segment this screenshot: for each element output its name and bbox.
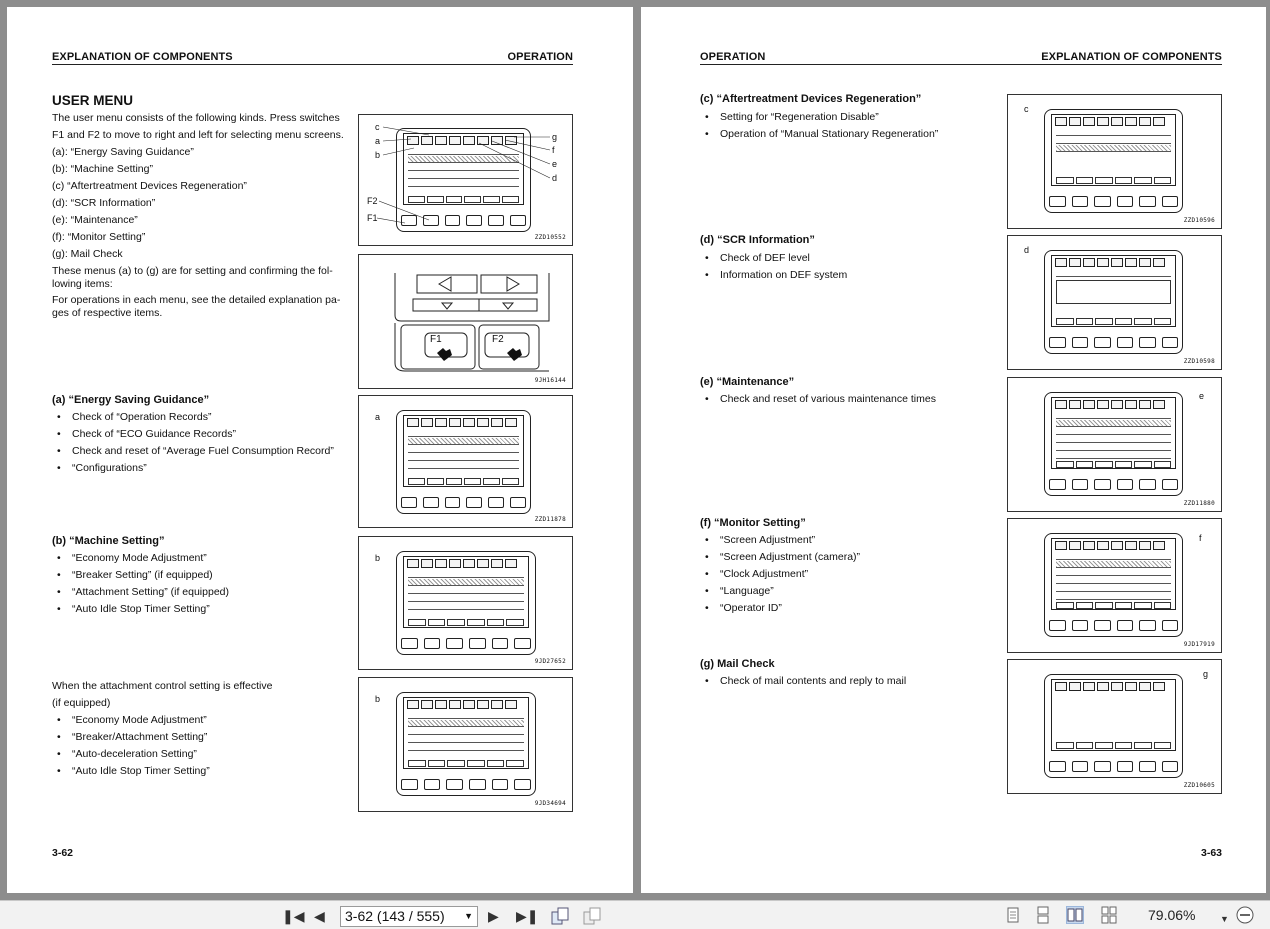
section-b-title: (b) “Machine Setting” — [52, 535, 165, 547]
callout-a: a — [375, 412, 381, 422]
figure-scr-information — [1007, 235, 1222, 370]
page-3-62 — [7, 7, 633, 893]
two-page-continuous-icon[interactable] — [1100, 906, 1118, 924]
header-right: EXPLANATION OF COMPONENTS — [1041, 51, 1222, 63]
callout-b: b — [375, 150, 381, 160]
page-title: USER MENU — [52, 93, 134, 108]
viewer-toolbar — [0, 900, 1270, 929]
monitor-illustration — [1044, 392, 1183, 496]
figure-machine-setting-attachment — [358, 677, 573, 812]
callout-f: f — [552, 145, 555, 155]
page-number-field[interactable]: 3-62 (143 / 555) ▼ — [340, 906, 478, 927]
header-left: OPERATION — [700, 51, 766, 63]
section-a-title: (a) “Energy Saving Guidance” — [52, 394, 210, 406]
monitor-illustration — [396, 551, 536, 655]
section-b-list: • “Economy Mode Adjustment” • “Breaker Setting” (if equipped) • “Attachment Setting” (if equipped) • “Auto Idle Stop Timer Setting” — [52, 550, 352, 618]
chevron-down-icon[interactable]: ▼ — [464, 911, 473, 921]
next-page-icon[interactable]: ▶ — [488, 908, 499, 924]
figure-code: 9JH16144 — [534, 377, 566, 384]
figure-monitor-setting — [1007, 518, 1222, 653]
header-rule — [52, 64, 573, 65]
figure-aftertreatment — [1007, 94, 1222, 229]
figure-code: ZZD10596 — [1183, 217, 1215, 224]
figure-code: ZZD10605 — [1183, 782, 1215, 789]
callout-b: b — [375, 553, 381, 563]
f1-key-label: F1 — [430, 334, 442, 345]
figure-machine-setting — [358, 536, 573, 670]
monitor-illustration — [1044, 109, 1183, 213]
section-d-list: • Check of DEF level • Information on DEF system — [700, 250, 1000, 284]
page-number: 3-63 — [1200, 847, 1222, 859]
two-page-view-icon[interactable] — [1066, 906, 1084, 924]
page-number: 3-62 — [52, 847, 74, 859]
page-3-63 — [641, 7, 1266, 893]
figure-code: 9JD27652 — [534, 658, 566, 665]
continuous-view-icon[interactable] — [1034, 906, 1052, 924]
header-left: EXPLANATION OF COMPONENTS — [52, 51, 233, 63]
intro-text: The user menu consists of the following kinds. Press switches F1 and F2 to move to right and left for selecting menu screens. (a): “Energy Saving Guidance” (b): “Machine Setting” (c) “Aftertreatment Devices Regeneration” (d): “SCR Information” (e): “Maintenance” (f): “Monitor Setting” (g): Mail Check These menus (a) to (g) are for setting and confirming the fol- lowing items: For operations in each menu, see the detailed explanation pa- ges of respective items. — [52, 112, 344, 319]
callout-g: g — [1203, 669, 1209, 679]
monitor-illustration — [1044, 250, 1183, 354]
figure-f1-f2-keys — [358, 254, 573, 389]
section-g-list: • Check of mail contents and reply to mail — [700, 673, 1000, 690]
monitor-illustration — [1044, 674, 1183, 778]
monitor-illustration — [396, 692, 536, 796]
callout-f: f — [1199, 533, 1202, 543]
figure-code: 9JD17919 — [1183, 641, 1215, 648]
monitor-illustration — [1044, 533, 1183, 637]
figure-code: ZZD10598 — [1183, 358, 1215, 365]
callout-d: d — [552, 173, 558, 183]
section-g-title: (g) Mail Check — [700, 658, 775, 670]
keypad-illustration — [359, 255, 574, 390]
previous-page-icon[interactable]: ◀ — [314, 908, 325, 924]
rotate-icon[interactable] — [550, 907, 570, 929]
figure-energy-saving — [358, 395, 573, 528]
single-page-view-icon[interactable] — [1004, 906, 1022, 924]
f2-key-label: F2 — [492, 334, 504, 345]
zoom-level[interactable]: 79.06% — [1148, 907, 1196, 923]
section-c-list: • Setting for “Regeneration Disable” • Operation of “Manual Stationary Regeneration” — [700, 109, 1000, 143]
callout-c: c — [1024, 104, 1029, 114]
zoom-out-icon[interactable] — [1235, 905, 1255, 929]
figure-code: ZZD10552 — [534, 234, 566, 241]
figure-code: ZZD11878 — [534, 516, 566, 523]
figure-code: 9JD34694 — [534, 800, 566, 807]
monitor-illustration — [396, 410, 531, 514]
section-d-title: (d) “SCR Information” — [700, 234, 815, 246]
section-c-title: (c) “Aftertreatment Devices Regeneration” — [700, 93, 922, 105]
header-right: OPERATION — [507, 51, 573, 63]
section-f-title: (f) “Monitor Setting” — [700, 517, 806, 529]
callout-leader-lines — [359, 115, 574, 247]
callout-e: e — [552, 159, 558, 169]
figure-mail-check — [1007, 659, 1222, 794]
callout-c: c — [375, 122, 380, 132]
section-b2-text: When the attachment control setting is effective (if equipped) — [52, 680, 273, 709]
callout-e: e — [1199, 391, 1205, 401]
figure-maintenance — [1007, 377, 1222, 512]
callout-b: b — [375, 694, 381, 704]
section-b2-list: • “Economy Mode Adjustment” • “Breaker/Attachment Setting” • “Auto-deceleration Setting” • “Auto Idle Stop Timer Setting” — [52, 712, 352, 780]
callout-f2: F2 — [367, 196, 378, 206]
last-page-icon[interactable]: ▶❚ — [516, 908, 539, 924]
figure-code: ZZD11880 — [1183, 500, 1215, 507]
callout-f1: F1 — [367, 213, 378, 223]
section-e-title: (e) “Maintenance” — [700, 376, 795, 388]
section-e-list: • Check and reset of various maintenance times — [700, 391, 1000, 408]
callout-g: g — [552, 132, 558, 142]
zoom-dropdown-icon[interactable]: ▼ — [1220, 914, 1229, 924]
callout-a: a — [375, 136, 381, 146]
section-a-list: • Check of “Operation Records” • Check of “ECO Guidance Records” • Check and reset of “Average Fuel Consumption Record” • “Configurations” — [52, 409, 352, 477]
section-f-list: • “Screen Adjustment” • “Screen Adjustment (camera)” • “Clock Adjustment” • “Language” • “Operator ID” — [700, 532, 1000, 617]
header-rule — [700, 64, 1222, 65]
callout-d: d — [1024, 245, 1030, 255]
first-page-icon[interactable]: ❚◀ — [282, 908, 305, 924]
duplicate-view-icon[interactable] — [582, 907, 602, 929]
figure-monitor-menu — [358, 114, 573, 246]
